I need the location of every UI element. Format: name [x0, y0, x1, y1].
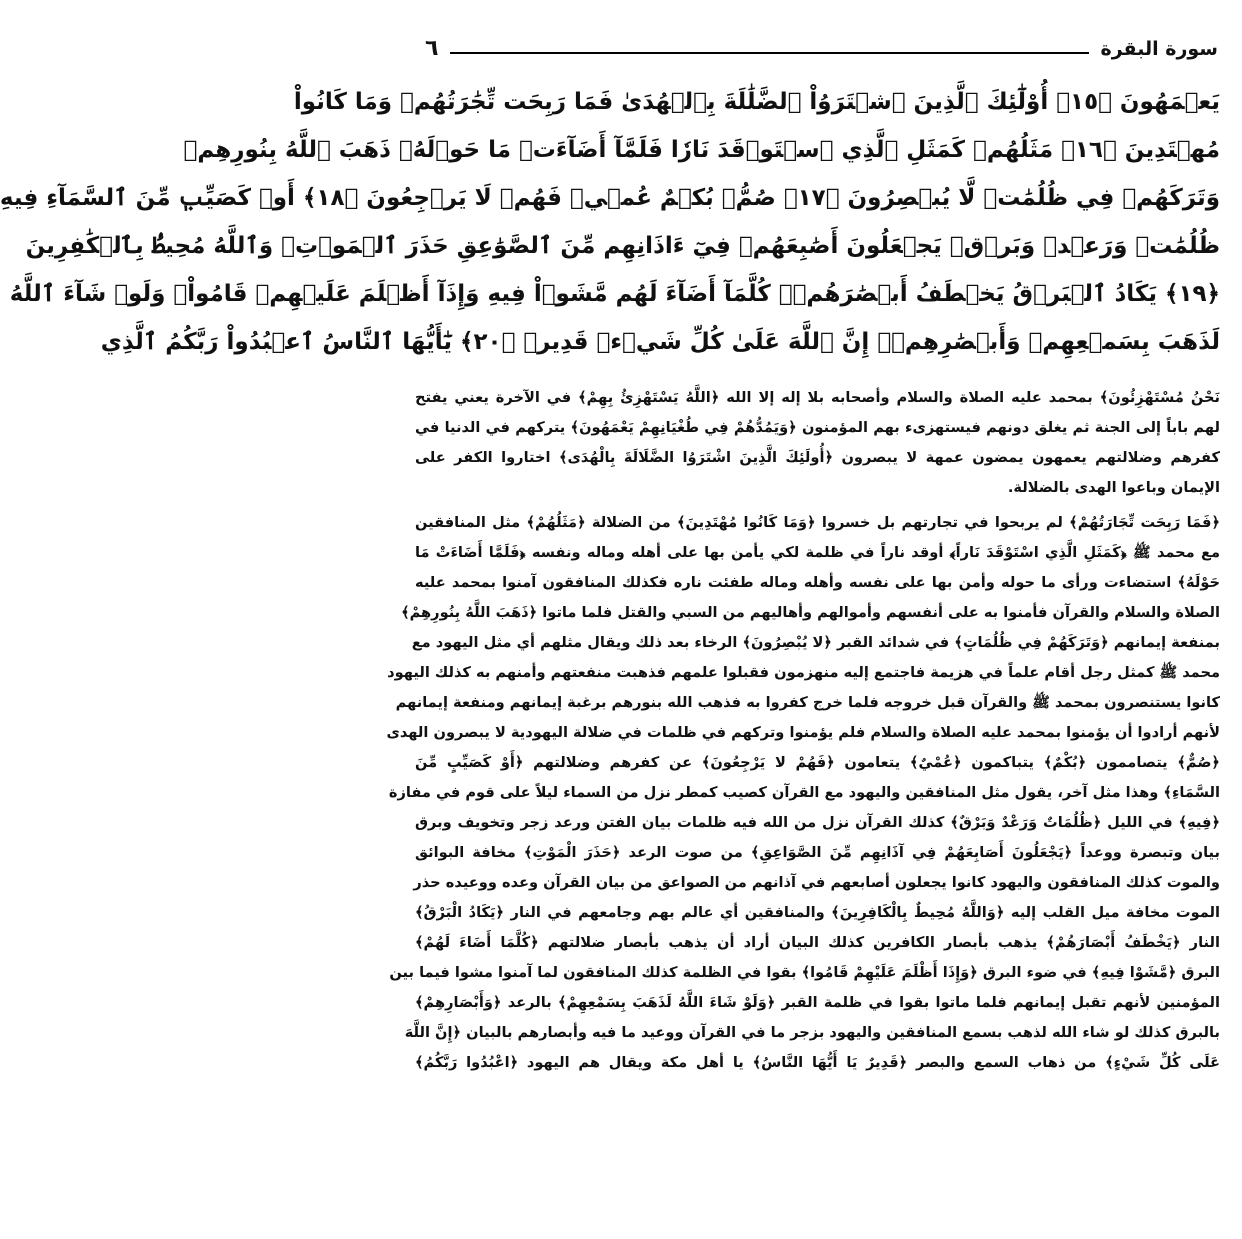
tafsir-line: الموت مخافة ميل القلب إليه ﴿وَاللَّهُ مُحِيطٌ بِالْكَافِرِينَ﴾ والمنافقين أي عالم بهم وجامعهم في النار ﴿يَكَادُ الْبَرْقُ﴾ [415, 904, 1220, 921]
tafsir-line: ﴿فِيهِ﴾ في الليل ﴿ظُلُمَاتٌ وَرَعْدٌ وَبَرْقٌ﴾ كذلك القرآن نزل من الله فيه ظلمات بيان الفتن ورعد زجر وتخويف وبرق [415, 814, 1220, 831]
tafsir-line: السَّمَاءِ﴾ وهذا مثل آخر، يقول مثل المنافقين واليهود مع القرآن كصيب كمطر نزل من السماء ليلاً على قوم في مفازة [388, 784, 1220, 801]
tafsir-line: ﴿صُمٌّ﴾ يتصاممون ﴿بُكْمٌ﴾ يتباكمون ﴿عُمْيٌ﴾ يتعامون ﴿فَهُمْ لا يَرْجِعُونَ﴾ عن كفرهم وضلالتهم ﴿أَوْ كَصَيِّبٍ مِّنَ [415, 754, 1220, 771]
tafsir-line: البرق ﴿مَّشَوْا فِيهِ﴾ في ضوء البرق ﴿وَإِذَا أَظْلَمَ عَلَيْهِمْ قَامُوا﴾ بقوا في الظلمة كذلك المنافقون لما آمنوا مشوا فيما بين [389, 964, 1220, 981]
quran-text-block [0, 80, 1220, 368]
tafsir-line: الإيمان وباعوا الهدى بالضلالة. [1007, 479, 1220, 496]
tafsir-block [386, 383, 1220, 1078]
page-number: ٦ [425, 36, 439, 61]
tafsir-line: والموت كذلك المنافقون واليهود كانوا يجعلون أصابعهم في آذانهم من الصواعق من بيان القرآن وعده ووعيده حذر [413, 874, 1220, 891]
tafsir-line: محمد ﷺ كمثل رجل أقام علماً في هزيمة فاجتمع إليه منهزمون فقبلوا علمهم فذهبت منفعتهم وأمنهم به كذلك اليهود [387, 664, 1220, 681]
tafsir-line: لأنهم أرادوا أن يؤمنوا بمحمد عليه الصلاة والسلام فلم يؤمنوا وتركهم في ظلمات في ضلالة اليهودية لا يبصرون الهدى [386, 724, 1220, 741]
quran-line: ظُلُمَٰتٞ وَرَعۡدٞ وَبَرۡقٞ يَجۡعَلُونَ أَصَٰبِعَهُمۡ فِيٓ ءَاذَانِهِم مِّنَ ٱلصَّوَٰعِقِ حَذَرَ ٱلۡمَوۡتِۚ وَٱللَّهُ مُحِيطُۢ بِٱلۡكَٰفِرِينَ [25, 233, 1220, 259]
tafsir-line: المؤمنين لأنهم تقبل إيمانهم فلما ماتوا بقوا في ظلمة القبر ﴿وَلَوْ شَاءَ اللَّهُ لَذَهَبَ بِسَمْعِهِمْ﴾ بالرعد ﴿وَأَبْصَارِهِمْ﴾ [415, 994, 1220, 1011]
tafsir-line: كفرهم وضلالتهم يعمهون يمضون عمهة لا يبصرون ﴿أُولَئِكَ الَّذِينَ اشْتَرَوُا الضَّلَالَةَ بِالْهُدَى﴾ اختاروا الكفر على [415, 449, 1220, 466]
tafsir-line: النار ﴿يَخْطَفُ أَبْصَارَهُمْ﴾ يذهب بأبصار الكافرين كذلك البيان أراد أن يذهب بأبصار ضلالتهم ﴿كُلَّمَا أَضَاءَ لَهُمْ﴾ [415, 934, 1220, 951]
quran-line: مُهۡتَدِينَ ﴿١٦﴾ مَثَلُهُمۡ كَمَثَلِ ٱلَّذِي ٱسۡتَوۡقَدَ نَارٗا فَلَمَّآ أَضَآءَتۡ مَا حَوۡلَهُۥ ذَهَبَ ٱللَّهُ بِنُورِهِمۡ [183, 137, 1220, 163]
quran-line: ﴿١٩﴾ يَكَادُ ٱلۡبَرۡقُ يَخۡطَفُ أَبۡصَٰرَهُمۡۖ كُلَّمَآ أَضَآءَ لَهُم مَّشَوۡاْ فِيهِ وَإِذَآ أَظۡلَمَ عَلَيۡهِمۡ قَامُواْۚ وَلَوۡ شَآءَ ٱللَّهُ [9, 281, 1220, 307]
tafsir-line: الصلاة والسلام والقرآن فأمنوا به على أنفسهم وأموالهم وأهاليهم من السبي والقتل فلما ماتوا ﴿ذَهَبَ اللَّهُ بِنُورِهِمْ﴾ [401, 604, 1220, 621]
tafsir-line: بالبرق كذلك لو شاء الله لذهب بسمع المنافقين واليهود بزجر ما في القرآن ووعيد ما فيه وأبصارهم بالبيان ﴿إِنَّ اللَّهَ [404, 1024, 1220, 1041]
tafsir-line: بمنفعة إيمانهم ﴿وَتَرَكَهُمْ فِي ظُلُمَاتٍ﴾ في شدائد القبر ﴿لا يُبْصِرُونَ﴾ الرخاء بعد ذلك ويقال مثلهم أي مثل اليهود مع [411, 634, 1220, 651]
tafsir-line: بيان وتبصرة ووعداً ﴿يَجْعَلُونَ أَصَابِعَهُمْ فِي آذَانِهِم مِّنَ الصَّوَاعِقِ﴾ من صوت الرعد ﴿حَذَرَ الْمَوْتِ﴾ مخافة البوائق [415, 844, 1220, 861]
tafsir-line: عَلَى كُلِّ شَيْءٍ﴾ من ذهاب السمع والبصر ﴿قَدِيرٌ يَا أَيُّهَا النَّاسُ﴾ يا أهل مكة ويقال هم اليهود ﴿اعْبُدُوا رَبَّكُمُ﴾ [415, 1054, 1220, 1071]
tafsir-line: ﴿فَمَا رَبِحَت تِّجَارَتُهُمْ﴾ لم يربحوا في تجارتهم بل خسروا ﴿وَمَا كَانُوا مُهْتَدِينَ﴾ من الضلالة ﴿مَثَلُهُمْ﴾ مثل المنافقين [415, 514, 1220, 531]
tafsir-line: حَوْلَهُ﴾ استضاءت ورأى ما حوله وأمن بها على نفسه وأهله وماله طفئت ناره فكذلك المنافقون آمنوا بمحمد عليه [415, 574, 1220, 591]
tafsir-line: مع محمد ﷺ ﴿كَمَثَلِ الَّذِي اسْتَوْقَدَ نَاراً﴾ أوقد ناراً في ظلمة لكي يأمن بها على أهله وماله ونفسه ﴿فَلَمَّا أَضَاءَتْ مَا [415, 544, 1220, 561]
header-rule [450, 52, 1088, 54]
quran-line: لَذَهَبَ بِسَمۡعِهِمۡ وَأَبۡصَٰرِهِمۡۚ إِنَّ ٱللَّهَ عَلَىٰ كُلِّ شَيۡءٖ قَدِيرٞ ﴿٢٠﴾ يَٰٓأَيُّهَا ٱلنَّاسُ ٱعۡبُدُواْ رَبَّكُمُ ٱلَّذِي [100, 329, 1220, 355]
tafsir-line: كانوا يستنصرون بمحمد ﷺ والقرآن قبل خروجه فلما خرج كفروا به فذهب الله بنورهم برغبة إيمانهم ومنفعة إيمانهم [395, 694, 1220, 711]
tafsir-line: نَحْنُ مُسْتَهْزِئُونَ﴾ بمحمد عليه الصلاة والسلام وأصحابه بلا إله إلا الله ﴿اللَّهُ يَسْتَهْزِئُ بِهِمْ﴾ في الآخرة يعني يفتح [415, 389, 1220, 406]
tafsir-line: لهم باباً إلى الجنة ثم يغلق دونهم فيستهزىء بهم المؤمنون ﴿وَيَمُدُّهُمْ فِي طُغْيَانِهِمْ يَعْمَهُونَ﴾ يتركهم في الدنيا في [415, 419, 1220, 436]
surah-name: سورة البقرة [1100, 38, 1218, 60]
quran-line: يَعۡمَهُونَ ﴿١٥﴾ أُوْلَٰٓئِكَ ٱلَّذِينَ ٱشۡتَرَوُاْ ٱلضَّلَٰلَةَ بِٱلۡهُدَىٰ فَمَا رَبِحَت تِّجَٰرَتُهُمۡ وَمَا كَانُواْ [293, 89, 1220, 115]
page-header [415, 32, 1220, 60]
quran-line: وَتَرَكَهُمۡ فِي ظُلُمَٰتٖ لَّا يُبۡصِرُونَ ﴿١٧﴾ صُمُّۢ بُكۡمٌ عُمۡيٞ فَهُمۡ لَا يَرۡجِعُونَ ﴿١٨﴾ أَوۡ كَصَيِّبٖ مِّنَ ٱلسَّمَآءِ فِيهِ [0, 185, 1220, 211]
